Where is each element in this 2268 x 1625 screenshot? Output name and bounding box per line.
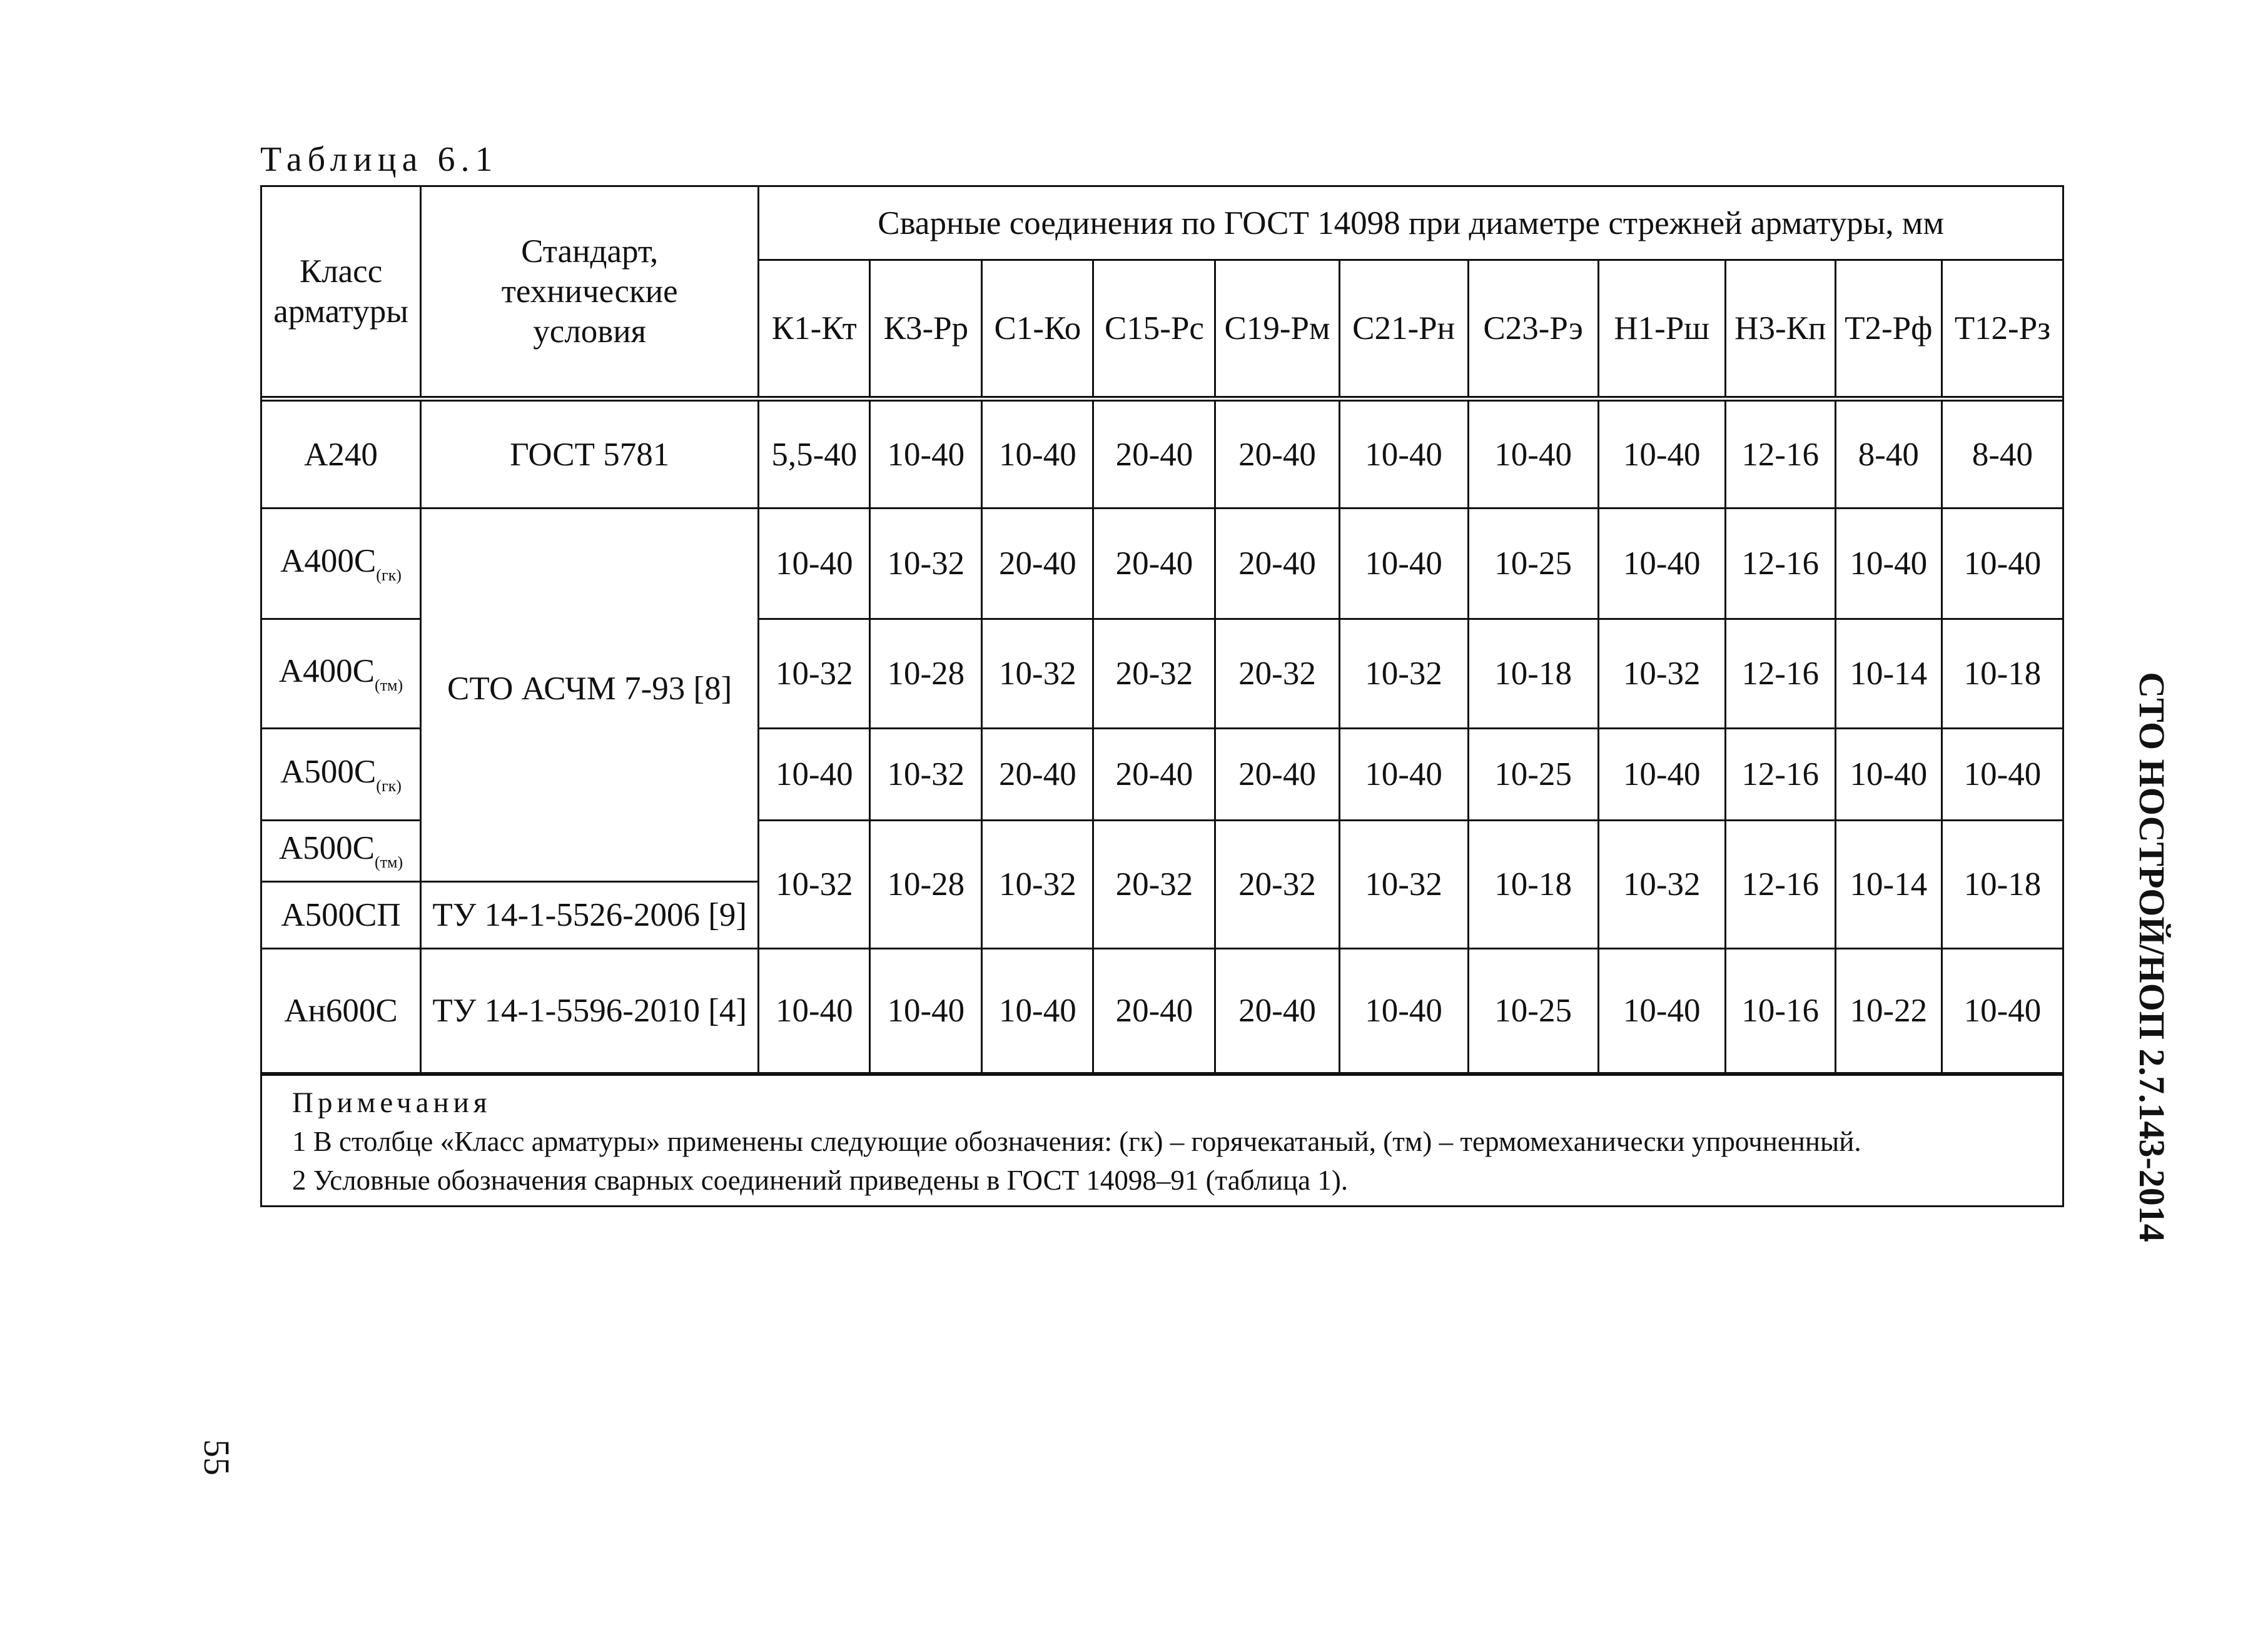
value-cell: 20-40 <box>1093 509 1215 619</box>
value-cell: 20-32 <box>1215 821 1339 949</box>
value-cell: 10-40 <box>759 729 870 821</box>
note-item: 1 В столбце «Класс арматуры» применены следующие обозначения: (гк) – горячекатаный, (тм) – термомеханически упрочненный. <box>292 1126 1861 1157</box>
value-cell: 10-32 <box>1339 821 1468 949</box>
value-cell: 20-40 <box>982 729 1093 821</box>
value-cell: 20-32 <box>1093 821 1215 949</box>
notes-title: Примечания <box>292 1086 492 1119</box>
value-cell: 10-32 <box>870 509 982 619</box>
class-subscript: (тм) <box>375 676 403 694</box>
value-cell: 10-40 <box>1339 729 1468 821</box>
header-joint: Н1-Рш <box>1598 260 1725 399</box>
value-cell: 20-32 <box>1215 619 1339 729</box>
value-cell: 10-40 <box>759 949 870 1073</box>
value-cell: 10-40 <box>1941 729 2063 821</box>
value-cell: 10-40 <box>1941 949 2063 1073</box>
class-cell <box>261 821 421 882</box>
class-cell <box>261 729 421 821</box>
class-main: А500С <box>280 753 377 790</box>
value-cell: 10-32 <box>1598 821 1725 949</box>
value-cell: 10-18 <box>1468 821 1598 949</box>
value-cell: 20-40 <box>1093 949 1215 1073</box>
header-joint: С15-Рс <box>1093 260 1215 399</box>
value-cell: 10-32 <box>982 619 1093 729</box>
weld-joints-table <box>260 185 2064 1074</box>
value-cell: 10-18 <box>1941 821 2063 949</box>
class-main: А400С <box>280 542 377 579</box>
value-cell: 10-32 <box>982 821 1093 949</box>
header-group-title: Сварные соединения по ГОСТ 14098 при диаметре стрежней арматуры, мм <box>759 186 2063 260</box>
value-cell: 10-40 <box>1598 399 1725 509</box>
value-cell: 20-40 <box>1215 949 1339 1073</box>
value-cell: 10-16 <box>1725 949 1835 1073</box>
table-notes <box>260 1074 2064 1207</box>
class-cell <box>261 882 421 949</box>
value-cell: 10-32 <box>870 729 982 821</box>
value-cell: 10-40 <box>1468 399 1598 509</box>
class-main: А500СП <box>281 897 401 933</box>
value-cell: 5,5-40 <box>759 399 870 509</box>
value-cell: 10-40 <box>1598 949 1725 1073</box>
value-cell: 10-40 <box>1339 399 1468 509</box>
header-joint: К3-Рр <box>870 260 982 399</box>
class-subscript: (гк) <box>376 776 402 795</box>
value-cell: 10-40 <box>1835 729 1941 821</box>
value-cell: 20-40 <box>982 509 1093 619</box>
header-class: Класс арматуры <box>261 186 421 399</box>
value-cell: 10-40 <box>1941 509 2063 619</box>
standard-cell: ТУ 14-1-5526-2006 [9] <box>421 882 759 949</box>
value-cell: 10-28 <box>870 619 982 729</box>
value-cell: 10-25 <box>1468 729 1598 821</box>
value-cell: 10-18 <box>1468 619 1598 729</box>
table-caption: Таблица 6.1 <box>260 140 499 179</box>
class-main: Ан600С <box>284 993 398 1029</box>
value-cell: 10-40 <box>982 949 1093 1073</box>
value-cell: 10-40 <box>870 399 982 509</box>
header-joint: С19-Рм <box>1215 260 1339 399</box>
value-cell: 12-16 <box>1725 619 1835 729</box>
class-cell <box>261 509 421 619</box>
header-joint: С1-Ко <box>982 260 1093 399</box>
table-row <box>261 509 2063 619</box>
value-cell: 10-40 <box>870 949 982 1073</box>
value-cell: 20-40 <box>1215 509 1339 619</box>
value-cell: 10-32 <box>759 821 870 949</box>
standard-cell: ТУ 14-1-5596-2010 [4] <box>421 949 759 1073</box>
value-cell: 20-40 <box>1215 729 1339 821</box>
header-row-1 <box>261 186 2063 260</box>
header-joint: К1-Кт <box>759 260 870 399</box>
header-standard: Стандарт, технические условия <box>421 186 759 399</box>
class-subscript: (тм) <box>375 853 403 871</box>
standard-cell: СТО АСЧМ 7-93 [8] <box>421 509 759 882</box>
value-cell: 10-14 <box>1835 619 1941 729</box>
header-joint: С23-Рэ <box>1468 260 1598 399</box>
class-cell <box>261 949 421 1073</box>
value-cell: 10-22 <box>1835 949 1941 1073</box>
value-cell: 10-28 <box>870 821 982 949</box>
document-code: СТО НОСТРОЙ/НОП 2.7.143-2014 <box>2132 672 2172 1242</box>
note-item: 2 Условные обозначения сварных соединений приведены в ГОСТ 14098–91 (таблица 1). <box>292 1165 1349 1196</box>
value-cell: 10-40 <box>1598 729 1725 821</box>
table-row <box>261 949 2063 1073</box>
class-subscript: (гк) <box>376 565 402 584</box>
class-cell <box>261 399 421 509</box>
value-cell: 10-32 <box>1598 619 1725 729</box>
class-cell <box>261 619 421 729</box>
header-joint: С21-Рн <box>1339 260 1468 399</box>
value-cell: 10-40 <box>1835 509 1941 619</box>
value-cell: 12-16 <box>1725 729 1835 821</box>
table-row <box>261 399 2063 509</box>
class-main: А500С <box>278 830 375 866</box>
value-cell: 20-32 <box>1093 619 1215 729</box>
value-cell: 10-25 <box>1468 949 1598 1073</box>
value-cell: 10-32 <box>1339 619 1468 729</box>
value-cell: 10-40 <box>1339 949 1468 1073</box>
value-cell: 10-40 <box>982 399 1093 509</box>
header-joint: Т2-Рф <box>1835 260 1941 399</box>
value-cell: 10-32 <box>759 619 870 729</box>
value-cell: 20-40 <box>1215 399 1339 509</box>
page-number: 55 <box>196 1439 237 1476</box>
class-main: А400С <box>278 652 375 689</box>
value-cell: 8-40 <box>1941 399 2063 509</box>
header-joint: Т12-Рз <box>1941 260 2063 399</box>
value-cell: 20-40 <box>1093 729 1215 821</box>
class-main: А240 <box>304 436 378 473</box>
value-cell: 10-40 <box>759 509 870 619</box>
value-cell: 10-18 <box>1941 619 2063 729</box>
value-cell: 10-40 <box>1339 509 1468 619</box>
header-joint: Н3-Кп <box>1725 260 1835 399</box>
standard-cell: ГОСТ 5781 <box>421 399 759 509</box>
value-cell: 10-14 <box>1835 821 1941 949</box>
value-cell: 12-16 <box>1725 399 1835 509</box>
value-cell: 8-40 <box>1835 399 1941 509</box>
value-cell: 12-16 <box>1725 821 1835 949</box>
value-cell: 20-40 <box>1093 399 1215 509</box>
value-cell: 10-25 <box>1468 509 1598 619</box>
value-cell: 12-16 <box>1725 509 1835 619</box>
value-cell: 10-40 <box>1598 509 1725 619</box>
